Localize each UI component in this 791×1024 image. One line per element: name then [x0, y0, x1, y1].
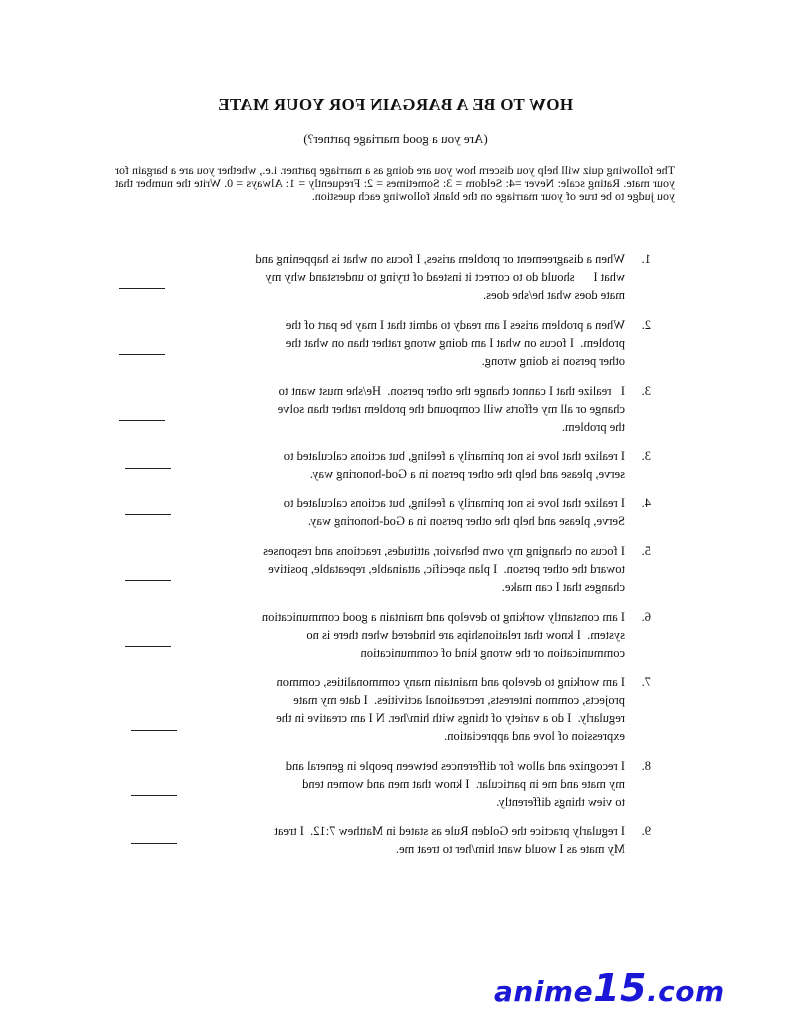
question-number: 6. [641, 610, 651, 624]
question-text-line: communication or the wrong kind of communication [360, 646, 625, 660]
question-text [276, 673, 625, 745]
question-text-line: toward the other person. I plan specific, attainable, repeatable, positive [268, 562, 625, 576]
question-text-line: the problem. [561, 420, 625, 434]
question-text-line: what I should do to correct it instead of trying to understand why my [265, 270, 625, 284]
question-text-line: I focus on changing my own behavior, attitudes, reactions and responses [263, 544, 625, 558]
question-text-line: I regularly practice the Golden Rule as stated in Matthew 7:12. I treat [274, 824, 625, 838]
question-text-line: I realize that I cannot change the other person. He/she must want to [278, 384, 625, 398]
watermark-prefix: anime [494, 975, 594, 1008]
question-number: 3. [641, 449, 651, 463]
question-text-line: I recognize and allow for differences between people in general and [285, 759, 625, 773]
watermark [494, 966, 725, 1010]
question-number: 4. [641, 496, 651, 510]
document-subtitle: (Are you a good marriage partner?) [303, 131, 488, 146]
question-text-line: My mate as I would want him/her to treat me. [395, 842, 625, 856]
question-text-line: other person is doing wrong. [481, 354, 625, 368]
answer-blank[interactable] [119, 420, 165, 421]
question-number: 7. [641, 675, 651, 689]
question-text-line: problem. I focus on what I am doing wrong rather than on what the [285, 336, 625, 350]
question-number: 8. [641, 759, 651, 773]
question-text-line: system. I know that relationships are hindered when there is no [306, 628, 625, 642]
question-text-line: I am constantly working to develop and maintain a good communication [261, 610, 625, 624]
question-text-line: regularly. I do a variety of things with him/her. N I am creative in the [276, 711, 625, 725]
answer-blank[interactable] [125, 580, 171, 581]
question-text-line: I am working to develop and maintain many commonalities, common [276, 675, 625, 689]
watermark-number: 15 [593, 966, 647, 1010]
question-text [284, 447, 625, 483]
question-text-line: mate does what he/she does. [483, 288, 625, 302]
question-text-line: to view things differently. [496, 795, 625, 809]
question-text [255, 250, 625, 304]
question-text [284, 494, 625, 530]
question-number: 1. [641, 252, 651, 266]
question-text-line: When a problem arises I am ready to admit that I may be part of the [285, 318, 625, 332]
document-title: HOW TO BE A BARGAIN FOR YOUR MATE [217, 95, 574, 114]
question-text-line: expression of love and appreciation. [444, 729, 625, 743]
question-number: 5. [641, 544, 651, 558]
answer-blank[interactable] [119, 354, 165, 355]
question-text-line: changes that I can make. [501, 580, 625, 594]
question-text [263, 542, 625, 596]
question-text [274, 822, 625, 858]
answer-blank[interactable] [119, 288, 165, 289]
question-text [286, 757, 625, 811]
question-text-line: projects, common interests, recreational activities. I date my mate [293, 693, 625, 707]
answer-blank[interactable] [125, 514, 171, 515]
question-text-line: change or all my efforts will compound the problem rather than solve [277, 402, 625, 416]
question-text-line: I realize that love is not primarily a feeling, but actions calculated to [283, 496, 625, 510]
question-text-line: I realize that love is not primarily a feeling, but actions calculated to [283, 449, 625, 463]
question-text [262, 608, 625, 662]
answer-blank[interactable] [131, 843, 177, 844]
question-text-line: serve, please and help the other person in a God-honoring way. [309, 467, 625, 481]
question-number: 3. [641, 384, 651, 398]
question-number: 2. [641, 318, 651, 332]
question-text [278, 382, 625, 436]
intro-paragraph: The following quiz will help you discern how you are doing as a marriage partner. i.e., whether you are a bargain for your mate. Rating scale: Never =4: Seldom = 3: Sometimes = 2: Frequently = 1: Always = 0. Write the number that you judge to be true of your marriage on the blank following each question. [115, 163, 675, 203]
answer-blank[interactable] [131, 730, 177, 731]
answer-blank[interactable] [131, 795, 177, 796]
question-number: 9. [641, 824, 651, 838]
answer-blank[interactable] [125, 468, 171, 469]
question-text-line: my mate and me in particular. I know that men and women tend [302, 777, 625, 791]
question-text [286, 316, 625, 370]
question-text-line: When a disagreement or problem arises, I focus on what is happening and [255, 252, 625, 266]
watermark-suffix: .com [646, 975, 725, 1008]
answer-blank[interactable] [125, 646, 171, 647]
question-text-line: Serve, please and help the other person in a God-honoring way. [307, 514, 625, 528]
